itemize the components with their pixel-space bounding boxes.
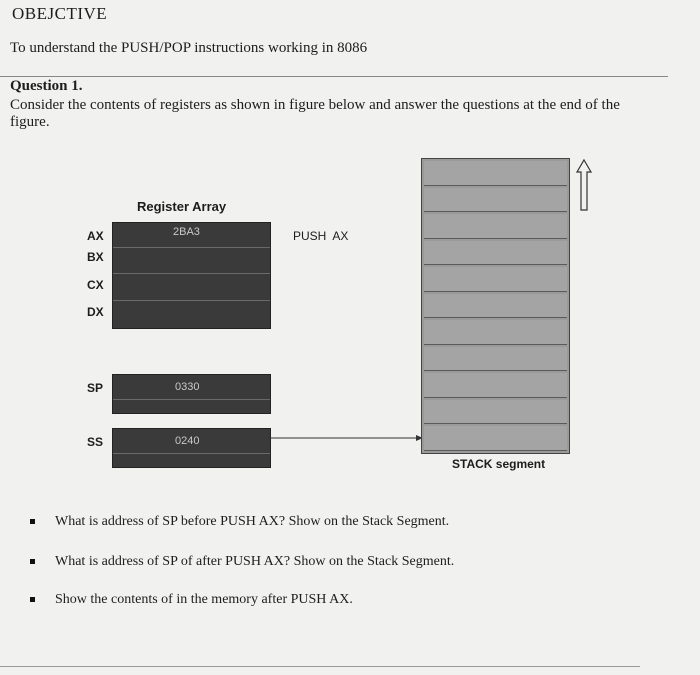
register-label-ax: AX [87,229,104,243]
stack-cell [424,267,567,292]
register-label-bx: BX [87,250,104,264]
ss-value: 0240 [175,435,200,447]
bullet-icon [30,597,35,602]
ss-register-cell [113,429,270,454]
register-array [112,222,271,329]
register-label-ss: SS [87,435,104,449]
stack-cell [424,400,567,425]
divider [0,76,668,77]
register-label-cx: CX [87,278,104,292]
stack-segment-label: STACK segment [452,457,546,471]
sp-register [112,374,271,414]
list-item: What is address of SP of after PUSH AX? Show on the Stack Segment. [30,554,454,570]
question-text: Consider the contents of registers as shown in figure below and answer the questions at the end of the figure. [10,97,620,130]
register-array-title: Register Array [137,199,227,214]
list-item: What is address of SP before PUSH AX? Show on the Stack Segment. [30,514,449,530]
register-label-sp: SP [87,381,104,395]
up-arrow-icon [573,158,595,214]
stack-cell [424,214,567,239]
sp-value: 0330 [175,381,200,393]
instruction-label: PUSH AX [293,229,349,243]
register-cell-bx [113,248,270,274]
ss-register [112,428,271,468]
bullet-icon [30,559,35,564]
register-label-dx: DX [87,305,104,319]
question-title: Question 1. [10,78,83,94]
ss-arrow [268,432,424,446]
register-value-ax: 2BA3 [173,226,200,238]
stack-cell [424,373,567,398]
divider [0,666,640,667]
stack-cell [424,426,567,451]
objective-text: To understand the PUSH/POP instructions working in 8086 [10,40,368,56]
register-cell-ax [113,223,270,248]
register-cell-cx [113,274,270,301]
stack-cell [424,294,567,319]
objective-heading: OBEJCTIVE [12,4,108,23]
bullet-icon [30,519,35,524]
stack-cell [424,320,567,345]
stack-cell [424,347,567,372]
list-item: Show the contents of in the memory after PUSH AX. [30,592,353,608]
stack-segment [421,158,570,454]
stack-cell [424,161,567,186]
stack-cell [424,188,567,213]
register-cell-dx [113,301,270,327]
sp-register-cell [113,375,270,400]
stack-cell [424,241,567,266]
